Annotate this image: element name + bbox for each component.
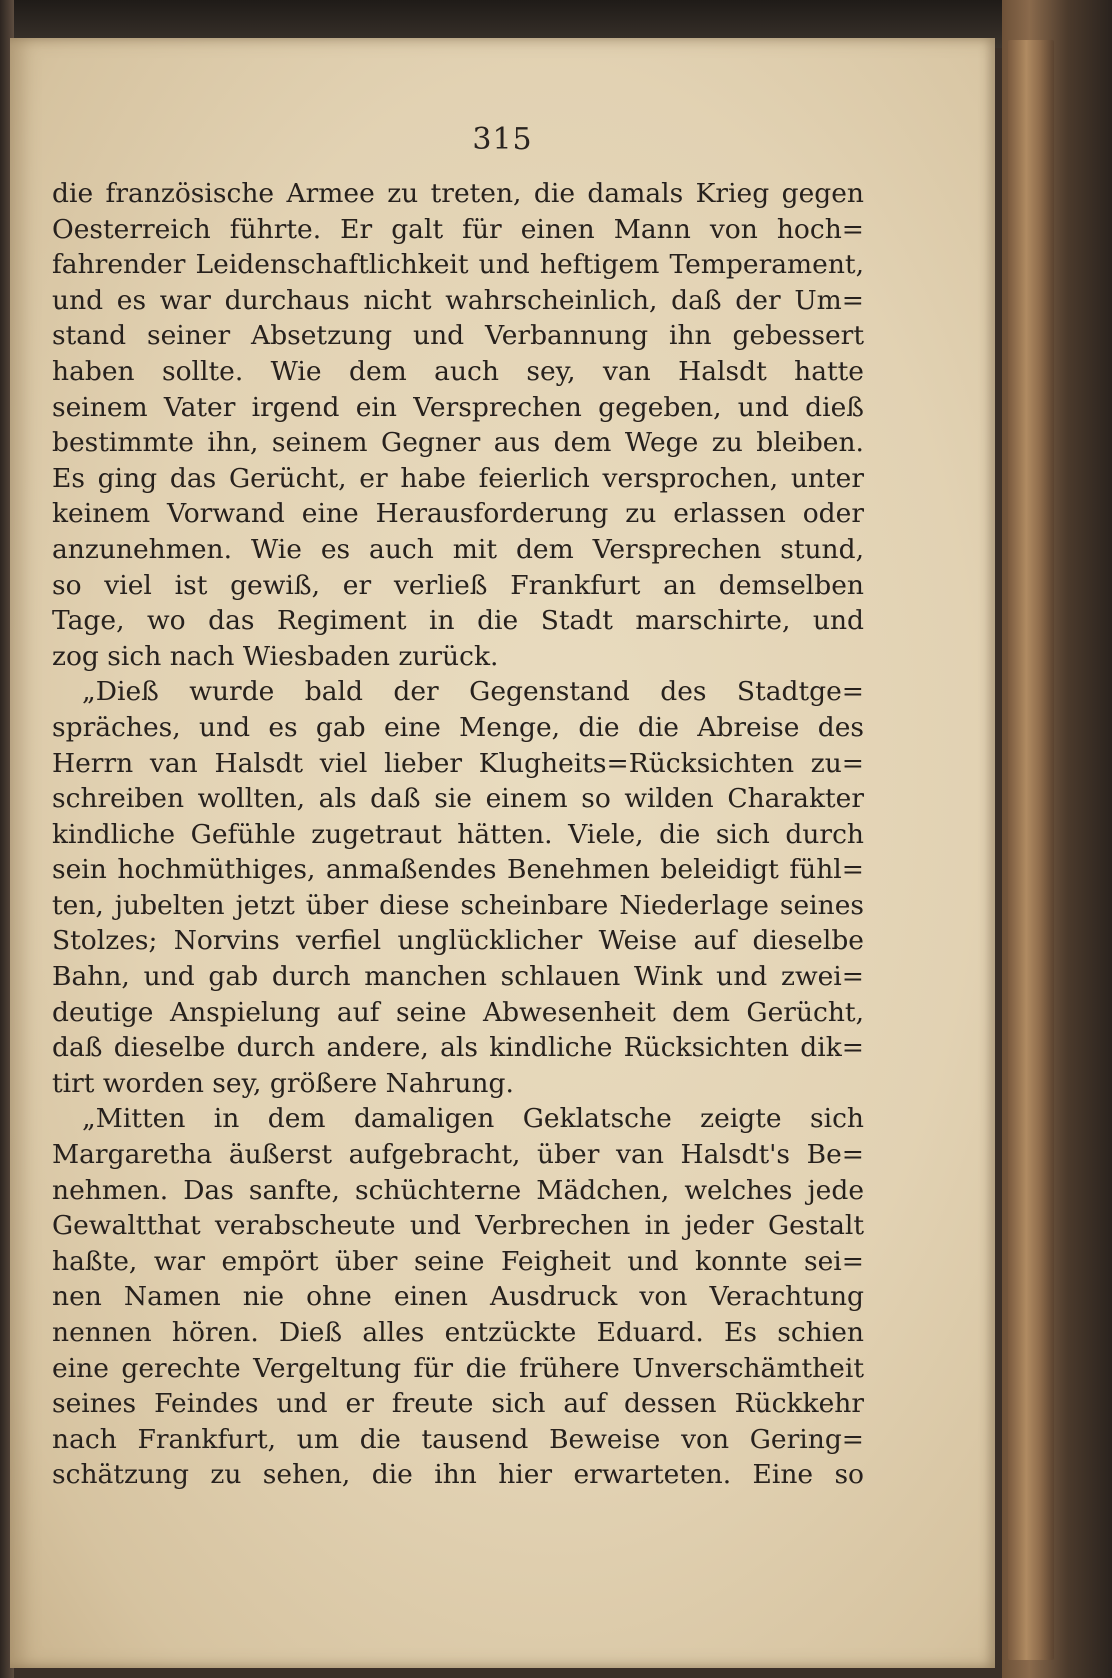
text-line: Herrn van Halsdt viel lieber Klugheits=Rücksichten zu= [52, 747, 864, 779]
text-line: kindliche Gefühle zugetraut hätten. Viele, die sich durch [52, 818, 864, 850]
text-line: Tage, wo das Regiment in die Stadt marschirte, und [52, 605, 864, 637]
text-line: Bahn, und gab durch manchen schlauen Wink und zwei= [52, 961, 864, 993]
text-line: Es ging das Gerücht, er habe feierlich versprochen, unter [52, 462, 864, 494]
text-line: stand seiner Absetzung und Verbannung ihn gebessert [52, 320, 864, 352]
text-line: seines Feindes und er freute sich auf dessen Rückkehr [52, 1388, 864, 1420]
text-line-paragraph-end: zog sich nach Wiesbaden zurück. [52, 640, 499, 672]
text-line: daß dieselbe durch andere, als kindliche Rücksichten dik= [52, 1032, 864, 1064]
text-line: nen Namen nie ohne einen Ausdruck von Verachtung [52, 1281, 864, 1313]
text-line: seinem Vater irgend ein Versprechen gegeben, und dieß [52, 391, 864, 423]
text-line: ten, jubelten jetzt über diese scheinbare Niederlage seines [52, 889, 864, 921]
text-line: Margaretha äußerst aufgebracht, über van Halsdt's Be= [52, 1139, 864, 1171]
text-line: und es war durchaus nicht wahrscheinlich, daß der Um= [52, 284, 864, 316]
text-line: nehmen. Das sanfte, schüchterne Mädchen, welches jede [52, 1174, 864, 1206]
text-line: Oesterreich führte. Er galt für einen Mann von hoch= [52, 213, 864, 245]
text-line: schreiben wollten, als daß sie einem so wilden Charakter [52, 783, 864, 815]
text-line-paragraph-start: „Dieß wurde bald der Gegenstand des Stadtge= [82, 676, 864, 708]
text-line-paragraph-start: „Mitten in dem damaligen Geklatsche zeigte sich [82, 1103, 864, 1135]
text-line: so viel ist gewiß, er verließ Frankfurt an demselben [52, 569, 864, 601]
text-line: bestimmte ihn, seinem Gegner aus dem Wege zu bleiben. [52, 427, 864, 459]
text-line: haben sollte. Wie dem auch sey, van Halsdt hatte [52, 355, 864, 387]
book-cover-leather-spine [1008, 40, 1054, 1660]
text-line: nach Frankfurt, um die tausend Beweise von Gering= [52, 1423, 864, 1455]
text-line: Stolzes; Norvins verfiel unglücklicher Weise auf dieselbe [52, 925, 864, 957]
text-line: haßte, war empört über seine Feigheit und konnte sei= [52, 1245, 864, 1277]
body-text [52, 176, 864, 1493]
text-line: sein hochmüthiges, anmaßendes Benehmen beleidigt fühl= [52, 854, 864, 886]
text-line: Gewaltthat verabscheute und Verbrechen in jeder Gestalt [52, 1210, 864, 1242]
text-line: nennen hören. Dieß alles entzückte Eduard. Es schien [52, 1317, 864, 1348]
text-line: fahrender Leidenschaftlichkeit und heftigem Temperament, [52, 249, 864, 281]
text-line-paragraph-end: tirt worden sey, größere Nahrung. [52, 1067, 514, 1099]
book-page [10, 38, 995, 1668]
text-line: die französische Armee zu treten, die damals Krieg gegen [52, 178, 864, 209]
text-line: eine gerechte Vergeltung für die frühere Unverschämtheit [52, 1352, 864, 1384]
page-number: 315 [472, 122, 533, 157]
text-line: anzunehmen. Wie es auch mit dem Versprechen stund, [52, 533, 864, 565]
text-line: schätzung zu sehen, die ihn hier erwarteten. Eine so [52, 1459, 864, 1491]
text-line: keinem Vorwand eine Herausforderung zu erlassen oder [52, 498, 864, 530]
text-line: spräches, und es gab eine Menge, die die Abreise des [52, 711, 864, 743]
text-line: deutige Anspielung auf seine Abwesenheit dem Gerücht, [52, 996, 864, 1028]
